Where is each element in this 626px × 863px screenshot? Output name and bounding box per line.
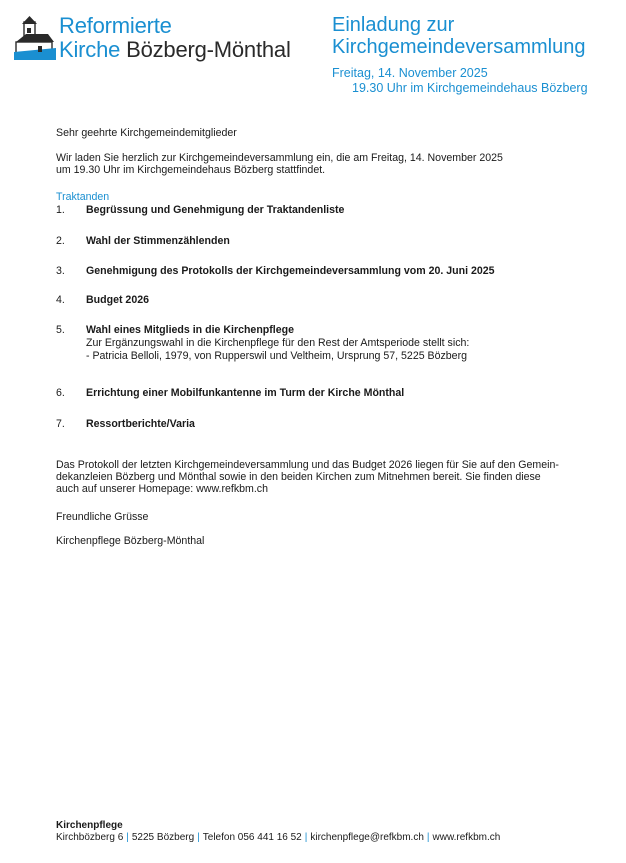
footer-separator: | [197,832,200,843]
intro-line: um 19.30 Uhr im Kirchgemeindehaus Bözberg stattfindet. [56,164,326,176]
signature: Kirchenpflege Bözberg-Mönthal [56,535,205,547]
logo-text-line2 [59,37,291,63]
footer-website: www.refkbm.ch [432,832,501,843]
closing-line: auch auf unserer Homepage: www.refkbm.ch [56,483,268,495]
agenda-text: Genehmigung des Protokolls der Kirchgemeindeversammlung vom 20. Juni 2025 [86,265,495,277]
agenda-number: 2. [56,235,65,247]
agenda-text: Wahl der Stimmenzählenden [86,235,230,247]
footer [56,820,500,844]
agenda-heading: Traktanden [56,191,110,203]
footer-email: kirchenpflege@refkbm.ch [310,832,424,843]
closing-line: Das Protokoll der letzten Kirchgemeindeversammlung und das Budget 2026 liegen für Sie auf den Gemein- [56,459,559,471]
footer-contact [56,832,500,844]
footer-org: Kirchenpflege [56,820,123,831]
title-line2: Kirchgemeindeversammlung [332,36,586,58]
agenda-text: Errichtung einer Mobilfunkantenne im Turm der Kirche Mönthal [86,387,405,399]
agenda-number: 7. [56,418,65,430]
agenda-number: 1. [56,204,65,216]
church-logo [14,12,304,62]
footer-phone: Telefon 056 441 16 52 [202,832,302,843]
agenda-text: Begrüssung und Genehmigung der Traktandenliste [86,204,345,216]
church-building-icon [14,16,56,60]
footer-address: Kirchbözberg 6 [56,832,124,843]
agenda-text: Budget 2026 [86,294,149,306]
logo-parish-name: Bözberg-Mönthal [126,37,291,62]
greeting: Sehr geehrte Kirchgemeindemitglieder [56,127,237,139]
agenda-subtext: - Patricia Belloli, 1979, von Rupperswil und Veltheim, Ursprung 57, 5225 Bözberg [86,350,467,362]
agenda-subtext: Zur Ergänzungswahl in die Kirchenpflege für den Rest der Amtsperiode stellt sich: [86,337,470,349]
footer-separator: | [426,832,430,843]
title-line1: Einladung zur [332,14,455,36]
agenda-number: 3. [56,265,65,277]
agenda-text: Wahl eines Mitglieds in die Kirchenpflege [86,324,294,336]
logo-kirche: Kirche [59,37,121,62]
footer-separator: | [126,832,129,843]
agenda-number: 6. [56,387,65,399]
agenda-number: 4. [56,294,65,306]
footer-separator: | [304,832,308,843]
closing-line: dekanzleien Bözberg und Mönthal sowie in den beiden Kirchen zum Mitnehmen bereit. Sie finden diese [56,471,541,483]
regards: Freundliche Grüsse [56,511,149,523]
agenda-number: 5. [56,324,65,336]
meeting-time-place: 19.30 Uhr im Kirchgemeindehaus Bözberg [352,81,588,95]
page-title [332,14,617,58]
intro-paragraph [56,152,503,176]
logo-text-line1: Reformierte [59,13,172,38]
agenda-text: Ressortberichte/Varia [86,418,195,430]
intro-line: Wir laden Sie herzlich zur Kirchgemeindeversammlung ein, die am Freitag, 14. November 2025 [56,152,503,164]
closing-paragraph [56,459,559,495]
footer-zip-city: 5225 Bözberg [131,832,195,843]
meeting-date: Freitag, 14. November 2025 [332,66,488,80]
